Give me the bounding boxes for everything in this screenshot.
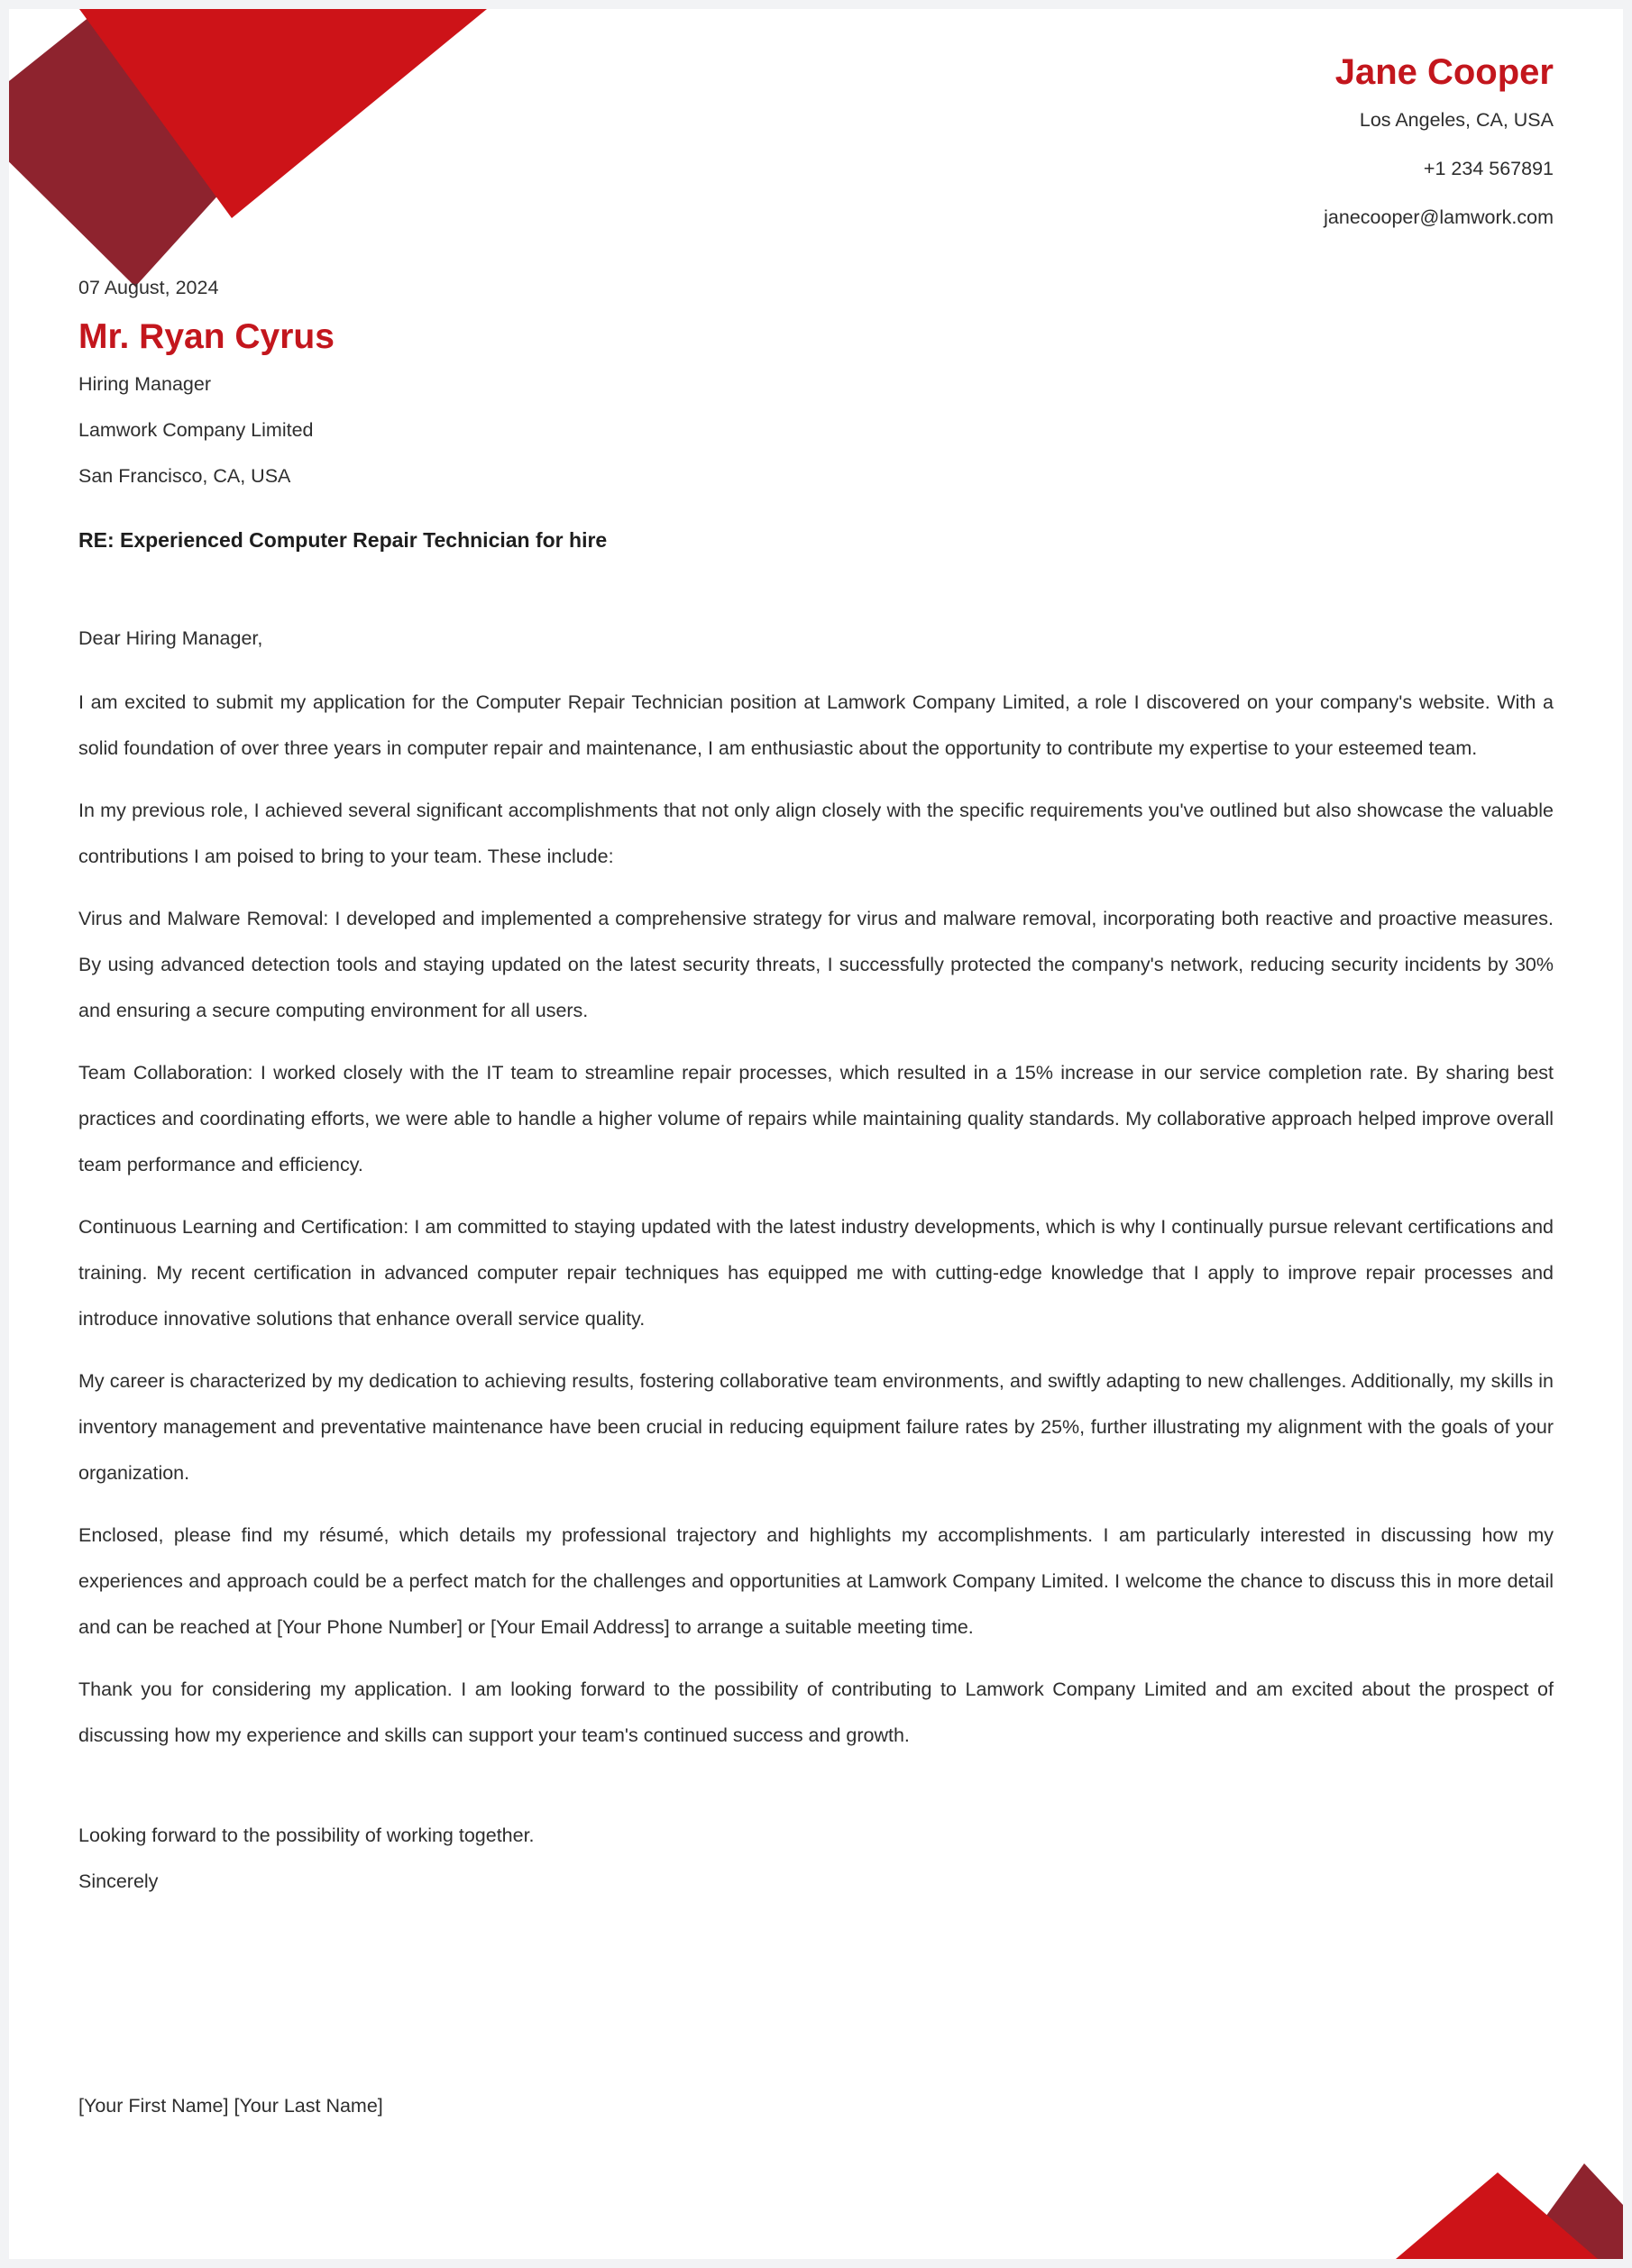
letter-paragraph: Thank you for considering my application. I am looking forward to the possibility of contributing to Lamwork Company Limited and am excited about the prospect of discussing how my experience and skills can support your team's continued success and growth. — [78, 1678, 1554, 1746]
letter-paragraph: My career is characterized by my dedication to achieving results, fostering collaborative team environments, and swiftly adapting to new challenges. Additionally, my skills in inventory management and preventative maintenance have been crucial in reducing equipment failure rates by 25%, further illustrating my alignment with the goals of your organization. — [78, 1370, 1554, 1484]
subject-line: RE: Experienced Computer Repair Technician for hire — [78, 528, 608, 552]
letter-paragraph: I am excited to submit my application for the Computer Repair Technician position at Lamwork Company Limited, a role I discovered on your company's website. With a solid foundation of over three years in computer repair and maintenance, I am enthusiastic about the opportunity to contribute my expertise to your esteemed team. — [78, 691, 1554, 759]
recipient-title: Hiring Manager — [78, 373, 211, 395]
sender-location: Los Angeles, CA, USA — [1359, 109, 1554, 131]
salutation: Dear Hiring Manager, — [78, 627, 263, 649]
letter-paragraph: Enclosed, please find my résumé, which details my professional trajectory and highlights my accomplishments. I am particularly interested in discussing how my experiences and approach could be a perfect match for the challenges and opportunities at Lamwork Company Limited. I welcome the chance to discuss this in more detail and can be reached at [Your Phone Number] or [Your Email Address] to arrange a suitable meeting time. — [78, 1524, 1554, 1638]
letter-paragraph: Continuous Learning and Certification: I am committed to staying updated with the latest industry developments, which is why I continually pursue relevant certifications and training. My recent certification in advanced computer repair techniques has equipped me with cutting-edge knowledge that I apply to improve repair processes and introduce innovative solutions that enhance overall service quality. — [78, 1216, 1554, 1330]
letter-page — [9, 9, 1623, 2259]
letter-paragraph: In my previous role, I achieved several significant accomplishments that not only align closely with the specific requirements you've outlined but also showcase the valuable contributions I am poised to bring to your team. These include: — [78, 800, 1554, 867]
recipient-location: San Francisco, CA, USA — [78, 465, 291, 487]
letter-paragraph: Team Collaboration: I worked closely with the IT team to streamline repair processes, which resulted in a 15% increase in our service completion rate. By sharing best practices and coordinating efforts, we were able to handle a higher volume of repairs while maintaining quality standards. My collaborative approach helped improve overall team performance and efficiency. — [78, 1062, 1554, 1175]
sender-email: janecooper@lamwork.com — [1324, 206, 1554, 228]
closing-line: Looking forward to the possibility of working together. — [78, 1824, 535, 1846]
letter-date: 07 August, 2024 — [78, 277, 219, 298]
sender-name: Jane Cooper — [1334, 52, 1554, 92]
sender-phone: +1 234 567891 — [1423, 158, 1554, 179]
signature-name: [Your First Name] [Your Last Name] — [78, 2095, 383, 2117]
letter-body — [78, 9, 1554, 2129]
letter-paragraph: Virus and Malware Removal: I developed and implemented a comprehensive strategy for virus and malware removal, incorporating both reactive and proactive measures. By using advanced detection tools and staying updated on the latest security threats, I successfully protected the company's network, reducing security incidents by 30% and ensuring a secure computing environment for all users. — [78, 908, 1554, 1021]
recipient-company: Lamwork Company Limited — [78, 419, 314, 441]
valediction: Sincerely — [78, 1870, 159, 1892]
recipient-name: Mr. Ryan Cyrus — [78, 317, 335, 356]
